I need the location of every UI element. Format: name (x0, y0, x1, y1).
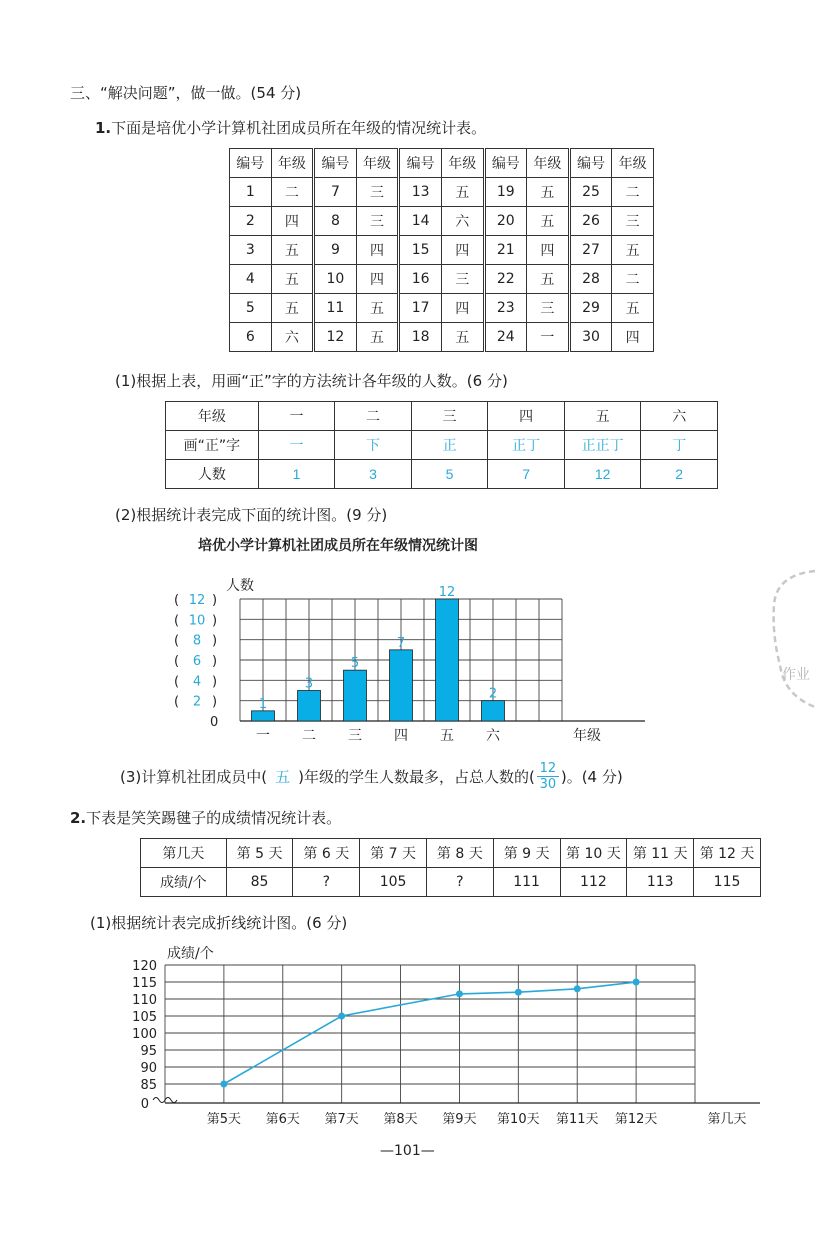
stamp-decoration (768, 565, 815, 715)
score-cell: ? (293, 868, 360, 897)
membership-table (229, 148, 654, 352)
grade-cell: 三 (411, 402, 488, 431)
score-cell: 105 (360, 868, 427, 897)
x-tick-label: 第10天 (497, 1112, 540, 1127)
member-grade-cell: 五 (527, 265, 570, 294)
y-axis-label: 成绩/个 (167, 946, 214, 962)
member-grade-cell: 五 (527, 207, 570, 236)
member-grade-cell: 五 (527, 178, 570, 207)
day-cell: 第 12 天 (694, 839, 761, 868)
member-grade-cell: 三 (612, 207, 654, 236)
fraction-numerator: 12 (539, 760, 557, 776)
q1-text: 下面是培优小学计算机社团成员所在年级的情况统计表。 (111, 119, 487, 137)
member-id-cell: 27 (569, 236, 612, 265)
header-cell-id: 编号 (314, 149, 357, 178)
member-id-cell: 3 (230, 236, 272, 265)
header-cell-id: 编号 (399, 149, 442, 178)
table-row (230, 265, 654, 294)
member-id-cell: 13 (399, 178, 442, 207)
day-cell: 第 8 天 (426, 839, 493, 868)
score-cell: ? (426, 868, 493, 897)
y-tick-paren-open: ( (174, 674, 180, 690)
answer-grade: 五 (275, 767, 291, 786)
y-tick-paren-open: ( (174, 654, 180, 669)
member-grade-cell: 六 (441, 207, 484, 236)
y-tick-paren-close: ) (212, 613, 218, 629)
header-cell-grade: 年级 (527, 149, 570, 178)
x-tick-label: 五 (440, 728, 454, 744)
bar-1 (252, 711, 275, 721)
q1-intro (95, 117, 486, 138)
member-id-cell: 16 (399, 265, 442, 294)
tally-row-label: 画“正”字 (166, 431, 259, 460)
header-cell-id: 编号 (230, 149, 272, 178)
count-cell: 3 (335, 460, 412, 489)
member-grade-cell: 四 (441, 236, 484, 265)
member-grade-cell: 五 (441, 178, 484, 207)
member-grade-cell: 二 (271, 178, 314, 207)
y-tick-label: 90 (140, 1061, 157, 1076)
y-tick-label: 10 (188, 613, 206, 629)
member-id-cell: 5 (230, 294, 272, 323)
member-grade-cell: 四 (441, 294, 484, 323)
y-tick-label: 120 (132, 959, 157, 974)
line-chart (125, 938, 765, 1133)
q1-sub3 (120, 758, 623, 794)
bar-data-label: 5 (350, 656, 360, 672)
score-cell: 112 (560, 868, 627, 897)
table-row (230, 323, 654, 352)
table-row (230, 207, 654, 236)
q2-text: 下表是笑笑踢毽子的成绩情况统计表。 (86, 809, 342, 827)
count-cell: 2 (641, 460, 718, 489)
tally-cell: 正丁 (488, 431, 565, 460)
day-cell: 第 9 天 (493, 839, 560, 868)
y-tick-paren-open: ( (174, 633, 180, 649)
tally-cell: 正 (411, 431, 488, 460)
day-cell: 第 10 天 (560, 839, 627, 868)
table-row (230, 178, 654, 207)
data-point (220, 1081, 227, 1088)
member-grade-cell: 二 (612, 178, 654, 207)
score-table-score-row (141, 868, 761, 897)
x-tick-label: 第7天 (324, 1112, 359, 1127)
tally-row (166, 431, 718, 460)
day-cell: 第 5 天 (226, 839, 293, 868)
q2-intro (70, 807, 341, 828)
member-id-cell: 15 (399, 236, 442, 265)
tally-cell: 丁 (641, 431, 718, 460)
table-row (230, 294, 654, 323)
member-id-cell: 8 (314, 207, 357, 236)
bar-data-label: 12 (438, 585, 456, 600)
y-tick-label: 95 (140, 1044, 157, 1059)
tally-cell: 正正丁 (564, 431, 641, 460)
x-tick-label: 二 (302, 728, 316, 744)
bar-data-label: 7 (396, 635, 406, 651)
y-tick-label: 12 (188, 593, 206, 608)
y-tick-paren-open: ( (174, 613, 180, 629)
data-point (574, 985, 581, 992)
member-grade-cell: 五 (441, 323, 484, 352)
member-grade-cell: 三 (527, 294, 570, 323)
header-cell-id: 编号 (569, 149, 612, 178)
member-id-cell: 26 (569, 207, 612, 236)
y-tick-paren-close: ) (212, 633, 218, 649)
x-tick-label: 四 (394, 728, 408, 744)
bar-data-label: 3 (304, 676, 314, 692)
y-tick-label: 4 (192, 674, 202, 690)
member-grade-cell: 四 (271, 207, 314, 236)
q1-sub3-part-a: (3)计算机社团成员中( (120, 767, 268, 786)
member-grade-cell: 五 (271, 294, 314, 323)
member-id-cell: 23 (484, 294, 527, 323)
q1-sub2: (2)根据统计表完成下面的统计图。(9 分) (115, 506, 388, 524)
x-tick-label: 第8天 (383, 1112, 418, 1127)
member-id-cell: 30 (569, 323, 612, 352)
member-id-cell: 25 (569, 178, 612, 207)
member-grade-cell: 四 (612, 323, 654, 352)
member-grade-cell: 四 (527, 236, 570, 265)
y-tick-label: 0 (210, 715, 219, 730)
member-grade-cell: 三 (356, 207, 399, 236)
member-id-cell: 11 (314, 294, 357, 323)
member-grade-cell: 五 (612, 236, 654, 265)
count-cell: 1 (258, 460, 335, 489)
member-grade-cell: 五 (271, 265, 314, 294)
y-tick-label: 110 (132, 993, 157, 1008)
tally-row-label: 人数 (166, 460, 259, 489)
member-id-cell: 1 (230, 178, 272, 207)
bar-6 (482, 701, 505, 721)
member-grade-cell: 五 (356, 323, 399, 352)
bar-chart (160, 530, 601, 755)
score-table (140, 838, 761, 897)
data-point (633, 979, 640, 986)
grade-cell: 二 (335, 402, 412, 431)
header-cell-grade: 年级 (441, 149, 484, 178)
y-tick-label: 8 (192, 633, 202, 649)
data-point (338, 1013, 345, 1020)
x-tick-label: 第6天 (265, 1112, 300, 1127)
member-id-cell: 17 (399, 294, 442, 323)
x-tick-label: 第12天 (614, 1112, 658, 1127)
grade-cell: 四 (488, 402, 565, 431)
fraction-denominator: 30 (539, 776, 557, 792)
member-id-cell: 28 (569, 265, 612, 294)
x-tick-label: 六 (486, 728, 500, 744)
q1-sub3-part-b: )年级的学生人数最多，占总人数的( (298, 767, 535, 786)
chart-title: 培优小学计算机社团成员所在年级情况统计图 (198, 538, 478, 554)
member-id-cell: 29 (569, 294, 612, 323)
header-cell-id: 编号 (484, 149, 527, 178)
table-row (230, 236, 654, 265)
member-id-cell: 7 (314, 178, 357, 207)
y-tick-paren-close: ) (212, 674, 218, 690)
tally-row (166, 460, 718, 489)
x-tick-label: 第5天 (206, 1112, 242, 1127)
member-grade-cell: 四 (356, 265, 399, 294)
y-tick-label: 6 (192, 654, 202, 669)
row-label-score: 成绩/个 (141, 868, 227, 897)
bar-5 (436, 599, 459, 721)
x-axis-label: 年级 (573, 728, 601, 744)
member-id-cell: 14 (399, 207, 442, 236)
grade-cell: 六 (641, 402, 718, 431)
score-table-day-row (141, 839, 761, 868)
member-id-cell: 21 (484, 236, 527, 265)
tally-row-label: 年级 (166, 402, 259, 431)
member-grade-cell: 一 (527, 323, 570, 352)
member-id-cell: 20 (484, 207, 527, 236)
score-cell: 113 (627, 868, 694, 897)
y-tick-paren-close: ) (212, 593, 218, 608)
y-tick-paren-open: ( (174, 694, 180, 710)
x-tick-label: 第9天 (442, 1112, 477, 1127)
member-id-cell: 10 (314, 265, 357, 294)
member-id-cell: 12 (314, 323, 357, 352)
score-cell: 85 (226, 868, 293, 897)
bar-2 (298, 691, 321, 722)
member-grade-cell: 五 (356, 294, 399, 323)
x-tick-label: 三 (348, 728, 362, 744)
member-id-cell: 2 (230, 207, 272, 236)
tally-row (166, 402, 718, 431)
member-id-cell: 24 (484, 323, 527, 352)
tally-cell: 下 (335, 431, 412, 460)
bar-data-label: 2 (488, 686, 498, 702)
page-number: —101— (380, 1143, 435, 1159)
q1-sub1: (1)根据上表，用画“正”字的方法统计各年级的人数。(6 分) (115, 372, 508, 390)
member-id-cell: 4 (230, 265, 272, 294)
member-grade-cell: 五 (271, 236, 314, 265)
data-point (456, 990, 463, 997)
day-cell: 第 7 天 (360, 839, 427, 868)
y-tick-paren-open: ( (174, 593, 180, 608)
score-cell: 111 (493, 868, 560, 897)
tally-table (165, 401, 718, 489)
header-cell-grade: 年级 (612, 149, 654, 178)
header-cell-grade: 年级 (356, 149, 399, 178)
member-grade-cell: 三 (441, 265, 484, 294)
bar-3 (344, 670, 367, 721)
member-id-cell: 9 (314, 236, 357, 265)
x-axis-label: 第几天 (707, 1112, 747, 1127)
section-title: 三、“解决问题”，做一做。(54 分) (70, 84, 302, 102)
stamp-text: 作业 (782, 667, 810, 683)
day-cell: 第 11 天 (627, 839, 694, 868)
data-point (515, 989, 522, 996)
grade-cell: 五 (564, 402, 641, 431)
q2-number: 2. (70, 809, 87, 827)
x-tick-label: 第11天 (555, 1112, 599, 1127)
member-grade-cell: 五 (612, 294, 654, 323)
answer-fraction (537, 761, 559, 792)
count-cell: 7 (488, 460, 565, 489)
bar-4 (390, 650, 413, 721)
count-cell: 5 (411, 460, 488, 489)
member-grade-cell: 三 (356, 178, 399, 207)
table-header-row (230, 149, 654, 178)
y-tick-paren-close: ) (212, 654, 218, 669)
bar-data-label: 1 (258, 696, 268, 712)
member-grade-cell: 六 (271, 323, 314, 352)
y-tick-label: 85 (140, 1078, 157, 1093)
y-tick-label: 105 (132, 1010, 157, 1025)
count-cell: 12 (564, 460, 641, 489)
member-id-cell: 6 (230, 323, 272, 352)
q2-sub1: (1)根据统计表完成折线统计图。(6 分) (90, 914, 348, 932)
member-id-cell: 19 (484, 178, 527, 207)
member-grade-cell: 四 (356, 236, 399, 265)
day-cell: 第 6 天 (293, 839, 360, 868)
row-label-day: 第几天 (141, 839, 227, 868)
grade-cell: 一 (258, 402, 335, 431)
tally-cell: 一 (258, 431, 335, 460)
member-grade-cell: 二 (612, 265, 654, 294)
y-tick-label: 115 (132, 976, 157, 991)
q1-number: 1. (95, 119, 112, 137)
member-id-cell: 22 (484, 265, 527, 294)
q1-sub3-part-c: )。(4 分) (560, 767, 623, 786)
y-zero-label: 0 (140, 1097, 149, 1112)
y-tick-label: 2 (192, 694, 202, 710)
score-cell: 115 (694, 868, 761, 897)
y-tick-label: 100 (132, 1027, 157, 1042)
member-id-cell: 18 (399, 323, 442, 352)
header-cell-grade: 年级 (271, 149, 314, 178)
y-tick-paren-close: ) (212, 694, 218, 710)
x-tick-label: 一 (256, 728, 270, 744)
y-axis-label: 人数 (226, 578, 254, 594)
